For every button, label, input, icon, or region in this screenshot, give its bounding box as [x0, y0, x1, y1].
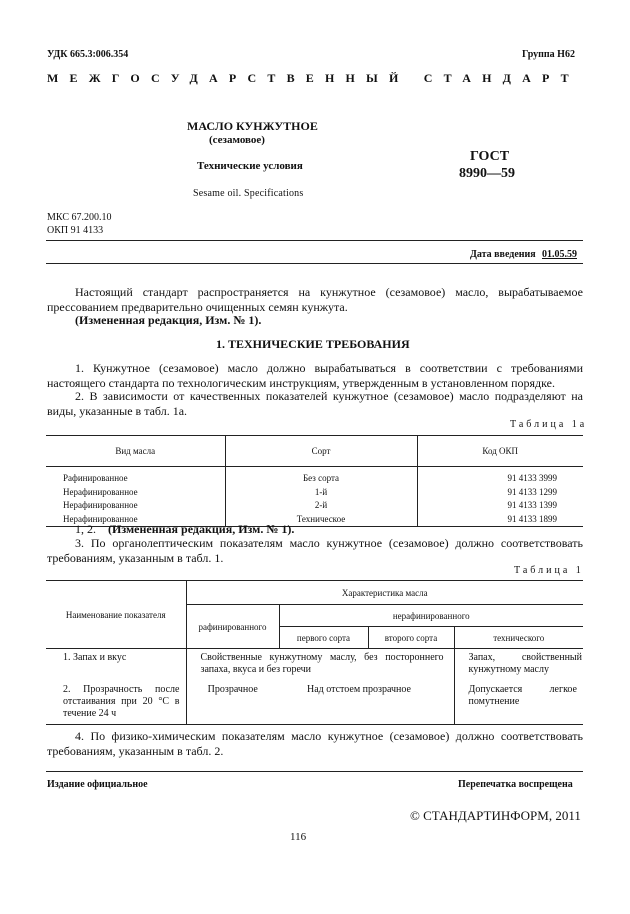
table-cell: Допускается легкое помутнение: [454, 677, 583, 725]
table-cell: Рафинированное: [63, 473, 128, 483]
mks-code: МКС 67.200.10: [47, 212, 112, 223]
table-row: [46, 677, 583, 725]
table-1a-header: Сорт: [225, 436, 417, 467]
refined-header: рафинированного: [186, 605, 279, 649]
table-cell: Нерафинированное: [46, 512, 225, 527]
clause-3: 3. По органолептическим показателям масло кунжутное (сезамовое) должно соответствовать требованиям, указанным в табл. 1.: [47, 536, 583, 565]
table-cell: Свойственные кунжутному маслу, без постороннего запаха, вкуса и без горечи: [186, 649, 454, 678]
document-subtitle: (сезамовое): [209, 134, 265, 146]
table-cell: Без сорта: [225, 467, 417, 485]
udk-code: УДК 665.3:006.354: [47, 49, 129, 60]
table-cell: 1. Запах и вкус: [63, 652, 127, 663]
table-row: [46, 485, 583, 499]
table-cell: 2-й: [225, 498, 417, 512]
clause-4: 4. По физико-химическим показателям масло кунжутное (сезамовое) должно соответствовать требованиям, указанным в табл. 2.: [47, 729, 583, 758]
second-grade-header: второго сорта: [368, 627, 454, 649]
table-1a-header: Вид масла: [46, 436, 225, 467]
clause-amendment: (Измененная редакция, Изм. № 1).: [108, 522, 295, 536]
table-cell: Нерафинированное: [63, 500, 138, 510]
section-heading: 1. ТЕХНИЧЕСКИЕ ТРЕБОВАНИЯ: [216, 337, 410, 351]
edition-label: Издание официальное: [47, 779, 148, 790]
table-1a-caption: Таблица 1а: [510, 419, 588, 430]
unrefined-header: нерафинированного: [279, 605, 583, 627]
table-cell: Над отстоем прозрачное: [279, 677, 454, 725]
specifications-label: Технические условия: [197, 160, 303, 172]
table-cell: 91 4133 3999: [417, 467, 583, 485]
title-divider: [46, 240, 583, 241]
reprint-label: Перепечатка воспрещена: [458, 779, 573, 790]
document-title: МАСЛО КУНЖУТНОЕ: [187, 119, 318, 133]
intro-date-value: 01.05.59: [542, 249, 577, 260]
okp-code: ОКП 91 4133: [47, 225, 104, 236]
table-1a-header: Код ОКП: [417, 436, 583, 467]
gost-label: ГОСТ: [470, 149, 510, 164]
table-row: [46, 467, 583, 485]
table-row: [46, 498, 583, 512]
table-cell: Прозрачное: [186, 677, 279, 725]
english-title: Sesame oil. Specifications: [193, 188, 304, 199]
date-divider: [46, 263, 583, 264]
first-grade-header: первого сорта: [279, 627, 368, 649]
table-row: [46, 649, 583, 678]
table-1: [46, 580, 583, 725]
clause-1: 1. Кунжутное (сезамовое) масло должно вырабатываться в соответствии с требованиями настоящего стандарта по технологическим инструкциям, утвержденным в установленном порядке.: [47, 361, 583, 390]
amendment-prefix: 1, 2.: [75, 522, 96, 536]
table-cell: 2. Прозрачность после отстаивания при 20 °С в течение 24 ч: [46, 677, 186, 725]
gost-number: 8990—59: [459, 166, 515, 181]
table-1-caption: Таблица 1: [514, 565, 584, 576]
table-cell: Запах, свойственный кунжутному маслу: [454, 649, 583, 678]
copyright: © СТАНДАРТИНФОРМ, 2011: [410, 808, 581, 823]
footer-divider: [46, 771, 583, 772]
table-cell: 91 4133 1299: [417, 485, 583, 499]
banner-title: МЕЖГОСУДАРСТВЕННЫЙ СТАНДАРТ: [47, 71, 580, 85]
intro-date-label: Дата введения: [470, 249, 536, 260]
preamble-amendment: (Измененная редакция, Изм. № 1).: [75, 313, 262, 327]
clause-2: 2. В зависимости от качественных показателей кунжутное (сезамовое) масло подразделяют на виды, указанные в табл. 1а.: [47, 389, 583, 418]
table-cell: 91 4133 1399: [417, 498, 583, 512]
table-1a: [46, 435, 583, 527]
table-cell: 91 4133 1899: [417, 512, 583, 527]
technical-header: технического: [454, 627, 583, 649]
characteristic-header: Характеристика масла: [186, 581, 583, 605]
group-code: Группа Н62: [522, 49, 575, 60]
page-number: 116: [290, 831, 307, 843]
indicator-header: Наименование показателя: [46, 581, 186, 649]
preamble-text: Настоящий стандарт распространяется на кунжутное (сезамовое) масло, вырабатываемое прессованием предварительно очищенных семян кунжута.: [47, 285, 583, 314]
table-cell: 1-й: [225, 485, 417, 499]
table-cell: Техническое: [225, 512, 417, 527]
table-cell: Нерафинированное: [63, 486, 138, 497]
